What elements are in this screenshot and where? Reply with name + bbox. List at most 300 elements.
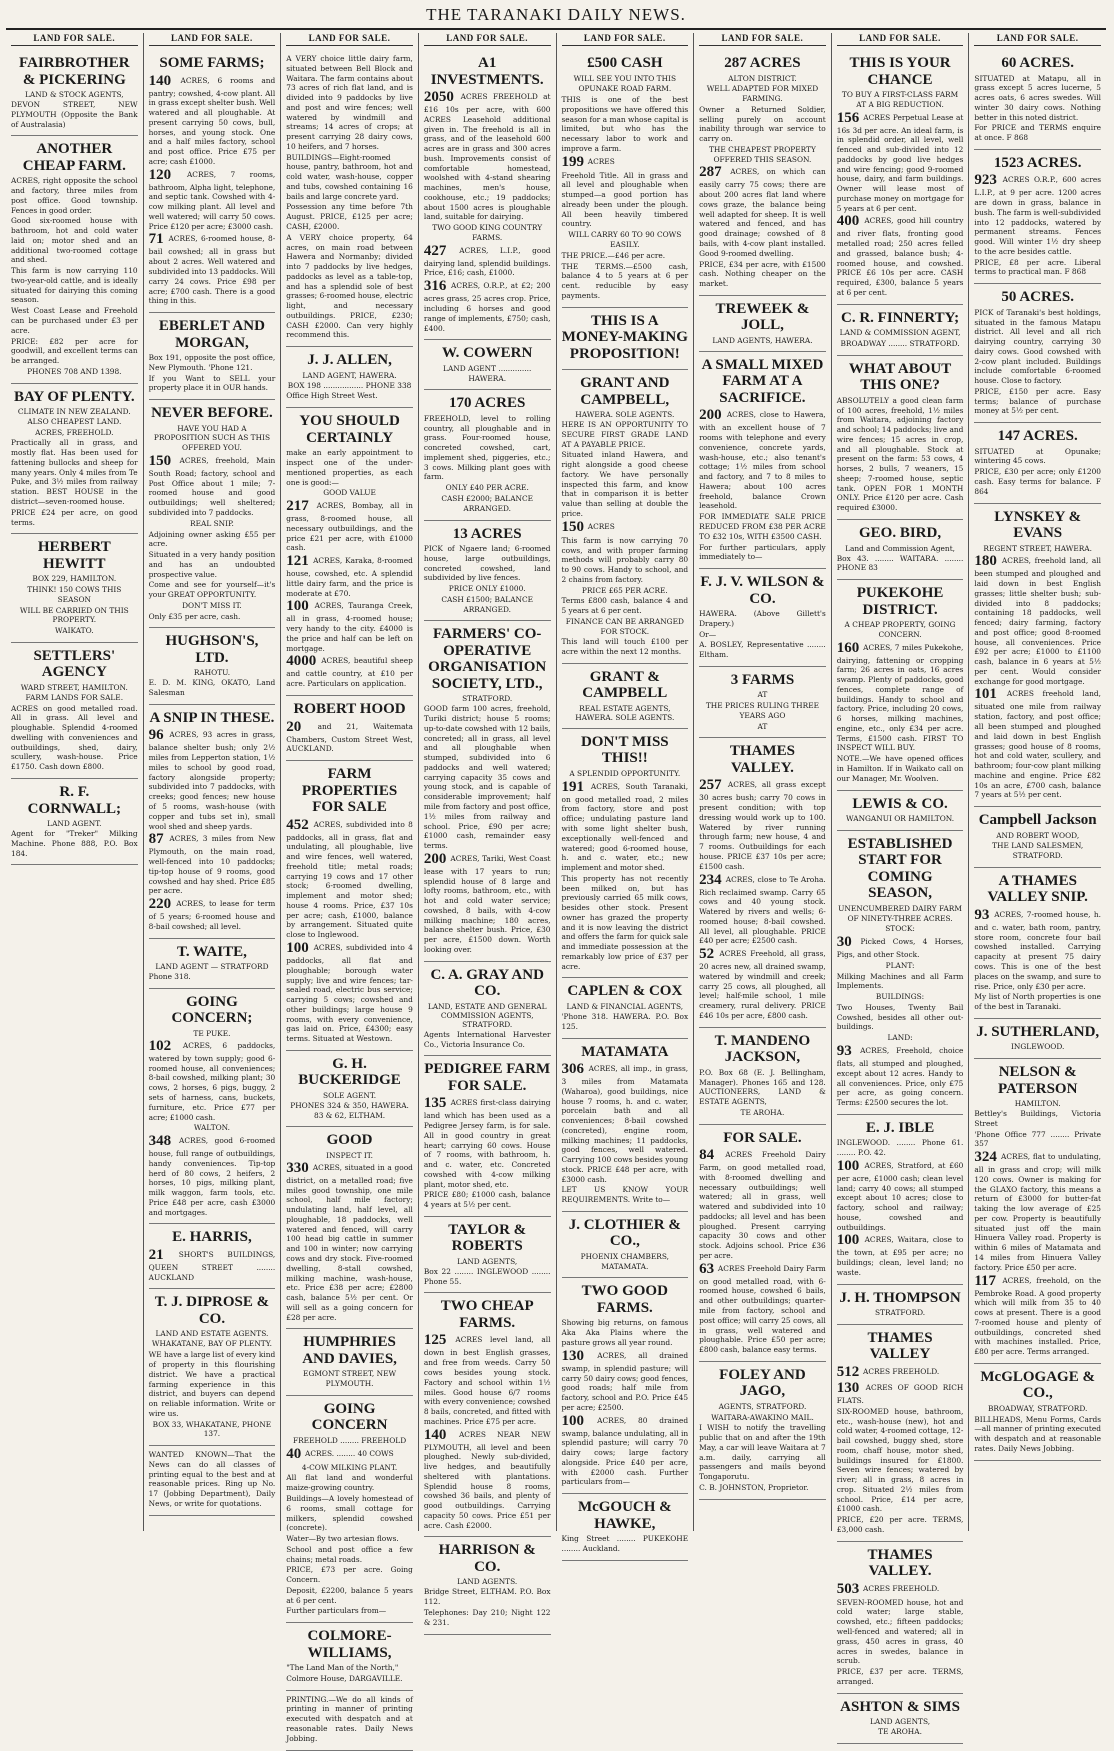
advertisement [286,1329,413,1396]
ad-paragraph: 21 SHORT'S BUILDINGS, QUEEN STREET ........ AUCKLAND [148,1246,276,1282]
ad-paragraph: Further particulars from— [286,1606,387,1616]
ad-subhead: LAND AGENTS, HAWERA. [712,335,813,345]
ad-acreage-figure: 117 [974,1272,1003,1289]
ad-paragraph: 400 ACRES, good hill country and river flats, fronting good metalled road; 250 acres felled and grassed, balance bush; 4-roomed house, and cowshed. PRICE £6 10s per acre. CASH required, £300, balance 5 years at 6 per cent. [836,213,964,298]
ad-subhead: TE PUKE. [193,1028,231,1038]
ad-acreage-figure: 130 [561,1347,598,1364]
advertisement [699,569,826,667]
ad-paragraph: PRICE, £34 per acre, with £1500 cash. Nothing cheaper on the market. [699,259,826,289]
ad-paragraph: 125 ACRES level land, all down in best English grasses, and free from weeds. Carry 50 cows besides young stock. Factory and school within 1½ miles. Good house 6/7 rooms with every convenience; cowshed 8 bails, concreted, and fitted with machines. Price £75 per acre. [423,1332,551,1426]
ad-paragraph: PHOENIX CHAMBERS, MATAMATA. [580,1251,670,1271]
ad-paragraph: FREEHOLD, level to rolling country, all ploughable and in grass. Four-roomed house, concreted cowshed, cart, implement shed, piggeries, etc.; 3 cows. Milking plant goes with farm. [423,413,551,482]
advertisement [562,978,689,1038]
ad-paragraph: Situated inland Hawera, and right alongside a good cheese factory. We have personally inspected this farm, and know that in comparison it is better value than selling at double the price. [561,450,689,518]
advertisement [974,423,1101,503]
advertisement [286,761,413,1051]
ad-paragraph: DEVON STREET, NEW PLYMOUTH (Opposite the Bank of Australasia) [11,100,138,129]
ad-acreage-figure: 100 [286,598,315,615]
ad-subhead: LAND AGENT. [47,819,102,829]
ad-headline: ANOTHER CHEAP FARM. [22,141,126,174]
ad-paragraph: 100 ACRES, Waitara, close to the town, at £95 per acre; no buildings; clean, level land; no waste. [836,1232,964,1277]
ad-headline: £500 CASH [587,55,663,71]
advertisement [286,1396,413,1623]
ad-paragraph: 180 ACRES, freehold land, all been stumped and ploughed and laid down in best English grasses; little shelter bush; sub-divided into 8 paddocks; containing 18 paddocks, well fenced; dairy farming, factory and post office; good 8-roomed house, all conveniences. Price £92 per acre; £1000 to £1100 cash, balance in 6 years at 5½ per cent. Would consider exchange for good mortgage. [974,553,1102,686]
ad-paragraph: 120 ACRES, 7 rooms, bathroom, Alpha light, telephone, and septic tank. Cowshed with 4-cow milking plant. All level and well watered; will carry 50 cows. Price £120 per acre; £3000 cash. [148,166,276,231]
advertisement [424,50,551,340]
ad-paragraph: All flat land and wonderful maize-growing country. [286,1473,413,1493]
ad-acreage-figure: 2050 [423,89,461,105]
ad-acreage-figure: 100 [836,1157,865,1174]
ad-paragraph: REAL SNIP. [190,518,234,528]
advertisement [424,1293,551,1537]
ad-headline: HUGHSON'S, LTD. [165,633,259,666]
ad-headline: HARRISON & CO. [438,1542,536,1575]
ad-headline: ESTABLISHED START FOR COMING SEASON, [847,835,953,902]
ad-subhead: LAND AGENT, HAWERA. [302,370,397,380]
ad-paragraph: A. BOSLEY, Representative ........ Eltham. [699,640,826,660]
advertisement [699,1028,826,1125]
ad-paragraph: Practically all in grass, and mostly flat. Has been used for fattening bullocks and sheep for many years. Only 4 miles from Te Puke, and 3½ miles from railway station. BEST HOUSE in the district—seven-roomed house. [11,438,138,506]
ad-headline: HERBERT HEWITT [37,539,111,572]
advertisement [699,50,826,296]
ad-acreage-figure: 21 [148,1246,179,1263]
ad-paragraph: REGENT STREET, HAWERA. [983,543,1092,553]
ad-headline: 147 ACRES. [997,428,1078,445]
ad-paragraph: STOCK: [885,924,915,934]
ad-subhead: LAND & FINANCIAL AGENTS, [566,1001,684,1011]
advertisement [562,1212,689,1279]
ad-paragraph: Bettley's Buildings, Victoria Street [974,1109,1101,1128]
ad-paragraph: 100 ACRES, Tauranga Creek, all in grass, 4-roomed house; very handy to the city. £4000 is the price and half can be left on mortgage. [286,598,413,653]
ad-headline: 287 ACRES [724,55,801,71]
ad-paragraph: If you Want to SELL your property place it in OUR hands. [148,373,276,393]
ad-paragraph: WANTED KNOWN—That the News can do all classes of printing equal to the best and at reasonable prices. Ring up No. 17 (Jobbing Department), Daily News, or write for quotations. [148,1450,276,1508]
advertisement [974,1059,1101,1364]
ad-paragraph: Owner a Returned Soldier, selling purely on account inability through war service to carry on. [699,104,826,144]
ad-paragraph: THINK! 150 COWS THIS SEASON [27,585,122,604]
ad-paragraph: 117 ACRES, freehold, on the Pembroke Road. A good property which will milk from 35 to 40 cows at present. There is a good 7-roomed house and plenty of outbuildings, concreted shed with machines installed. Price, £80 per acre. Terms arranged. [974,1272,1101,1357]
ad-paragraph: AND ROBERT WOOD, [996,830,1080,840]
ad-paragraph: SIX-ROOMED house, bathroom, etc., wash-house (new), hot and cold water, 4-roomed cottage, 12-bail cowshed, buggy shed, store room, chaff house, motor shed, buildings insured for £1800. Seven wire fences; watered by river; all in grass, 8 acres in crop. Situated 2½ miles from school. Price, £14 per acre, £1000 cash. [836,1406,964,1514]
advertisement [424,340,551,390]
ad-headline: THIS IS A MONEY-MAKING PROPOSITION! [561,312,688,362]
advertisement [974,868,1101,1019]
column-1 [6,33,144,1531]
ad-paragraph: TWO GOOD KING COUNTRY FARMS. [432,223,543,242]
ad-paragraph: HERE IS AN OPPORTUNITY TO SECURE FIRST GRADE LAND AT A PAYABLE PRICE. [561,420,689,449]
ad-paragraph: GOOD VALUE [323,488,376,498]
ad-headline: J. CLOTHIER & CO., [568,1216,681,1250]
ad-paragraph: PRICE, £37 per acre. TERMS, arranged. [836,1667,964,1686]
ad-acreage-figure: 93 [974,906,995,923]
ad-headline: 3 FARMS [730,671,795,688]
advertisement [837,520,964,580]
ad-headline: PEDIGREE FARM FOR SALE. [424,1061,551,1094]
ad-headline: TREWEEK & JOLL, [715,300,810,334]
advertisement [149,705,276,939]
advertisement [149,1289,276,1446]
ad-paragraph: Agents International Harvester Co., Victoria Insurance Co. [423,1029,551,1049]
ad-paragraph: 20 and 21, Waitemata Chambers, Custom Street West, AUCKLAND. [286,718,413,754]
ad-paragraph: BROADWAY, STRATFORD. [987,1403,1088,1413]
ad-headline: BAY OF PLENTY. [13,388,135,405]
ad-acreage-figure: 220 [148,896,177,913]
ad-paragraph: Colmore House, DARGAVILLE. [286,1673,403,1683]
ad-paragraph: 217 ACRES, Bombay, all in grass, 8-roomed house, all necessary outbuildings, and the price £21 per acre, with £1000 cash. [286,498,413,553]
ad-paragraph: PRICE, £8 per acre. Liberal terms to practical man. F 868 [974,257,1101,277]
ad-paragraph: This land will touch £100 per acre within the next 12 months. [561,637,689,657]
ad-paragraph: A SPLENDID OPPORTUNITY. [569,768,681,778]
ad-headline: 1523 ACRES. [993,154,1082,171]
advertisement [149,400,276,628]
ad-acreage-figure: 150 [148,452,180,469]
ad-headline: E. J. IBLE [865,1119,935,1136]
ad-paragraph: Telephones: Day 210; Night 122 & 231. [423,1608,551,1627]
advertisement [149,989,276,1224]
ad-headline: FOLEY AND JAGO, [719,1366,806,1400]
ad-headline: GRANT AND CAMPBELL, [580,375,670,408]
ad-paragraph: ONLY £40 PER ACRE. [445,483,529,493]
ad-headline: 13 ACRES [452,525,522,542]
advertisement [699,296,826,352]
advertisement [699,1125,826,1362]
ad-paragraph: AT [757,721,768,731]
ad-paragraph: PRICE ONLY £1000. [448,584,526,594]
ad-headline: G. H. BUCKERIDGE [298,1055,401,1089]
ad-paragraph: FREEHOLD ........ FREEHOLD [292,1435,407,1445]
ad-headline: A1 INVESTMENTS. [430,55,544,88]
ad-subhead: Land and Commission Agent, [845,543,956,553]
ad-paragraph: 427 ACRES, L.I.P., good dairying land, splendid buildings. Price, £16; cash, £1000. [423,242,551,278]
ad-acreage-figure: 217 [286,498,317,515]
ad-paragraph: TE AROHA. [878,1727,922,1737]
ad-acreage-figure: 160 [836,639,864,656]
ad-headline: C. A. GRAY AND CO. [430,966,544,1000]
advertisement [286,1127,413,1329]
advertisement [837,831,964,1115]
ad-paragraph: E. D. M. KING, OKATO, Land Salesman [148,678,276,698]
ad-paragraph: A VERY choice property, 64 acres, on main road between Hawera and Normanby; divided into 7 paddocks by live hedges, paddocks as level as a table-top, and has a splendid sole of best grasses; 6-roomed house, electric light, and necessary outbuildings. PRICE, £230; CASH £2000. Can very highly recommend this. [286,232,413,340]
advertisement [562,1494,689,1561]
column-heading: LAND FOR SALE. [562,33,689,46]
ad-paragraph: "The Land Man of the North," [286,1663,399,1673]
ad-headline: TWO CHEAP FARMS. [440,1298,534,1331]
ad-acreage-figure: 52 [699,946,720,963]
ad-paragraph: West Coast Lease and Freehold can be purchased under £3 per acre. [11,306,138,335]
ad-paragraph: 199 ACRES [561,153,615,170]
ad-paragraph: A VERY choice little dairy farm, situated between Bell Block and Waitara. The farm contains about 73 acres of rich flat land, and is divided into 9 paddocks by live and post and wire fences; well watered by windmill and streams; 14 acres of crops; at present carrying 28 dairy cows, 10 heifers, and 7 horses. [286,54,413,151]
ad-paragraph: HAVE YOU HAD A PROPOSITION SUCH AS THIS OFFERED YOU. [153,423,271,453]
ad-paragraph: PRICE, £20 per acre. TERMS, £3,000 cash. [836,1515,964,1534]
ad-paragraph: 130 ACRES, all drained swamp, in splendid pasture; will carry 50 dairy cows; good fences, good roads; half mile from factory, school and P.O. Price £45 per acre; £2500. [561,1347,689,1412]
ad-paragraph: 71 ACRES, 6-roomed house, 8-bail cowshed; all in grass but about 2 acres. Well watered and subdivided into 13 paddocks. Will carry 24 cows. Price £98 per acre; £700 cash. There is a good thing in this. [148,231,276,306]
advertisement [562,1039,689,1212]
advertisement [974,807,1101,868]
advertisement [424,962,551,1057]
ad-paragraph: GOOD farm 100 acres, freehold, Turiki district; house 5 rooms; up-to-date cowshed with 12 bails, concreted; all in grass, all level and all ploughable when stumped, subdivided into 6 paddocks and well watered; carrying capacity 35 cows and young stock, and is capable of considerable improvement; half mile from factory and post office, 1½ miles from railway and school. Price, £90 per acre; £1000 cash, remainder easy terms. [423,704,551,851]
ad-headline: DON'T MISS THIS!! [580,733,669,767]
ad-paragraph: King Street ........ PUKEKOHE ........ Auckland. [561,1534,689,1553]
column-heading: LAND FOR SALE. [837,33,964,46]
advertisement [837,1325,964,1542]
advertisement [11,136,138,383]
ad-paragraph: 220 ACRES, to lease for term of 5 years; 6-roomed house and 8-bail cowshed; all level. [148,896,276,931]
ad-paragraph: Bridge Street, ELTHAM. P.O. Box 112. [423,1587,551,1607]
ad-paragraph: AGENTS, STRATFORD. [718,1401,807,1411]
ad-acreage-figure: 20 [286,718,318,735]
ad-paragraph: Come and see for yourself—it's your GREAT OPPORTUNITY. [148,580,276,600]
ad-acreage-figure: 512 [836,1363,863,1380]
ad-paragraph: PHONES 324 & 350, HAWERA. 83 & 62, ELTHAM. [290,1100,409,1120]
ad-paragraph: Situated in a very handy position and has an undoubted prospective value. [148,550,276,579]
ad-subhead: LAND AGENTS. [457,1577,518,1587]
ad-paragraph: 160 ACRES, 7 miles Pukekohe, dairying, fattening or cropping farm; 26 acres in oats, 16 acres swamp. Plenty of paddocks, good fences, complete range of buildings. Handy to school and factory. Price, including 20 cows, 6 horses, milking machines, engine, etc., only £34 per acre. Terms, £1500 cash. FIRST TO INSPECT WILL BUY. [836,639,964,753]
column-heading: LAND FOR SALE. [699,33,826,46]
ad-headline: GOOD [326,1132,373,1149]
ad-paragraph: ABSOLUTELY a good clean farm of 100 acres, freehold, 1½ miles from Waitara, adjoining factory and school; 14 paddocks; live and wire fences; 15 acres in crop, and all ploughable. Stock at present on the farm: 53 cows, 4 horses, 2 bulls, 7 weaners, 15 sheep; 7-roomed house, septic tank. OPEN FOR 1 MONTH ONLY. Price £120 per acre. Cash required £3000. [836,395,964,513]
ad-headline: TAYLOR & ROBERTS [448,1221,527,1255]
ad-headline: PUKEKOHE DISTRICT. [856,585,944,618]
ad-headline: A THAMES VALLEY SNIP. [987,872,1088,906]
ad-paragraph: ACRES, FREEHOLD. [35,427,114,437]
ad-acreage-figure: 503 [836,1580,863,1597]
advertisement [837,791,964,831]
ad-paragraph: WILL SEE YOU INTO THIS [573,73,677,83]
advertisement [837,1285,964,1325]
ad-paragraph: This farm is now carrying 70 cows, and with proper farming methods will probably carry 80 to 90 cows. Handy to school, and 2 chains from factory. [561,535,689,584]
ad-paragraph: PRICE £65 PER ACRE. [581,585,668,595]
ad-acreage-figure: 324 [974,1149,1002,1166]
ad-headline: 60 ACRES. [1001,55,1074,71]
ad-headline: A SNIP IN THESE. [149,709,275,726]
column-8 [969,33,1106,1531]
ad-paragraph: 257 ACRES, all grass except 30 acres bush; carry 70 cows in present condition; with top dressing would work up to 100. Watered by river running through farm; new house, 4 and 7 rooms. Outbuildings for each house. PRICE £37 10s per acre; £1500 cash. [699,777,826,871]
ad-paragraph: My list of North properties is one of the best in Taranaki. [974,992,1101,1012]
ad-headline: THAMES VALLEY. [867,1546,933,1580]
advertisement [974,504,1101,808]
ad-paragraph: Only £35 per acre, cash. [148,611,241,621]
advertisement [11,643,138,779]
advertisement [974,1364,1101,1461]
advertisement [424,621,551,961]
ad-paragraph: PRICE £80; £1000 cash, balance 4 years at 5½ per cent. [423,1190,551,1210]
column-heading: LAND FOR SALE. [286,33,413,46]
ad-paragraph: PRICE, £30 per acre; only £1200 cash. Easy terms for balance. F 864 [974,467,1101,496]
ad-paragraph: 'Phone 318. HAWERA. P.O. Box 125. [561,1011,689,1031]
column-7 [832,33,970,1737]
ad-paragraph: 150 ACRES [561,518,615,535]
ad-acreage-figure: 234 [699,871,726,888]
column-heading: LAND FOR SALE. [149,33,276,46]
ad-acreage-figure: 102 [148,1037,183,1054]
advertisement [286,696,413,761]
advertisement [699,738,826,1027]
ad-headline: SETTLERS' AGENCY [33,647,116,681]
ad-paragraph: THE CHEAPEST PROPERTY OFFERED THIS SEASON. [709,144,816,164]
ad-paragraph: EGMONT STREET, NEW PLYMOUTH. [303,1369,397,1389]
ad-paragraph: 100 ACRES, subdivided into 4 paddocks, all flat and ploughable; borough water supply; live and wire fences; tar-sealed road, electric bus service; carrying 5 cows; cowshed and other buildings; large house 9 rooms, with every convenience, gas laid on. Price, £4300; easy terms. Situated at Westown. [286,939,413,1044]
ad-paragraph: CLIMATE IN NEW ZEALAND. ALSO CHEAPEST LAND. [17,407,131,426]
advertisement [837,1694,964,1744]
ad-subhead: WARD STREET, HAMILTON. [20,682,128,692]
ad-acreage-figure: 923 [974,172,1003,189]
ad-acreage-figure: 452 [286,816,314,833]
ad-acreage-figure: 316 [423,278,452,295]
ad-subhead: HAMILTON. [1014,1099,1061,1109]
ad-acreage-figure: 330 [286,1159,313,1176]
ad-acreage-figure: 257 [699,777,728,794]
ad-paragraph: BUILDINGS: [875,992,925,1002]
ad-subhead: INSPECT IT. [326,1150,373,1160]
ad-paragraph: WHAKATANE, BAY OF PLENTY. [151,1339,272,1349]
ad-paragraph: FARM LANDS FOR SALE. [25,692,124,702]
ad-acreage-figure: 427 [423,242,460,259]
ad-headline: WHAT ABOUT THIS ONE? [848,360,952,394]
advertisement [424,390,551,520]
ad-headline: YOU SHOULD CERTAINLY [299,413,400,446]
ad-paragraph: BUILDINGS—Eight-roomed house, pantry, bathroom, hot and cold water, wash-house, copper and tubs, cowshed containing 16 bails and large concrete yard. [286,152,413,201]
advertisement [286,1691,413,1751]
advertisement [974,284,1101,423]
ad-paragraph: CASH £1500; BALANCE ARRANGED. [441,594,534,614]
ad-paragraph: 330 ACRES, situated in a good district, on a metalled road; five miles good township, one mile school, half mile factory; undulating land, half level, all ploughable, 18 paddocks, well watered and fenced, will carry 100 head big cattle in summer and 100 in winter; now carrying cows and dry stock. Five-roomed dwelling, 8-stall cowshed, milking machine, wash-house, etc. Price £38 per acre; £2800 cash, balance 5½ per cent. Or will sell as a going concern for £28 per acre. [286,1159,413,1322]
ad-acreage-figure: 180 [974,553,1002,570]
ad-paragraph: BROADWAY ........ STRATFORD. [840,339,960,349]
ad-paragraph: PRICE, £150 per acre. Easy terms; balance of purchase money at 5½ per cent. [974,386,1101,416]
advertisement [562,1278,689,1494]
ad-acreage-figure: 100 [836,1232,865,1249]
advertisement [286,408,413,696]
ad-paragraph: WAIKATO. [55,626,94,636]
ad-paragraph: Possession any time before 7th August. PRICE, £125 per acre; CASH, £2000. [286,202,413,232]
ad-paragraph: 100 ACRES, 80 drained swamp, balance undulating, all in splendid pasture; will carry 70 dairy cows; large factory alongside. Price £40 per acre, with £2000 cash. Further particulars from— [561,1412,689,1487]
ad-acreage-figure: 306 [561,1061,589,1077]
ad-paragraph: BOX 198 ................. PHONE 338 [287,380,412,390]
ad-headline: W. COWERN [442,345,533,362]
ad-subhead: REAL ESTATE AGENTS, HAWERA. SOLE AGENTS. [575,703,675,722]
advertisement [562,729,689,979]
ad-paragraph: 102 ACRES, 6 paddocks, watered by town supply; good 6-roomed house, all conveniences; 8-bail cowshed, milking plant; 30 cows, 2 horses, 6 pigs, buggy, 2 sets of harness, cans, buckets, furniture, etc. Price £77 per acre; £1000 cash. [148,1037,276,1122]
ad-headline: THAMES VALLEY. [729,743,795,776]
advertisement [699,1362,826,1500]
ad-acreage-figure: 156 [836,109,864,126]
ad-headline: GOING CONCERN [311,1400,388,1434]
ad-subhead: LAND & STOCK AGENTS, [24,90,124,99]
ad-paragraph: 4-COW MILKING PLANT. [301,1462,398,1472]
ad-acreage-figure: 4000 [286,653,322,670]
ad-paragraph: OPUNAKE ROAD FARM. [578,84,672,94]
ad-paragraph: 2050 ACRES FREEHOLD at £16 10s per acre, with 600 ACRES Leasehold additional given in. The freehold is all in grass, and of the leasehold 600 acres are in grass and 300 acres bush. Improvements consist of comfortable homestead, woolshed with 4-stand shearing machines, men's house, cookhouse, etc.; 19 paddocks; about 1500 acres is ploughable land, suitable for dairying. [423,89,551,222]
ad-paragraph: UNENCUMBERED DAIRY FARM OF NINETY-THREE ACRES. [838,903,962,923]
ad-paragraph: STRATFORD. [874,1308,926,1318]
ad-paragraph: 121 ACRES, Karaka, 8-roomed house, cowshed, etc. A splendid little dairy farm, and the price is moderate at £70. [286,553,413,598]
ad-paragraph: School and post office a few chains; metal roads. [286,1544,413,1564]
ad-acreage-figure: 87 [148,831,170,848]
ad-subhead: LAND AGENTS, [869,1717,931,1727]
ad-paragraph: LAND AGENT .............. HAWERA. [443,363,532,383]
advertisement [424,521,551,622]
ad-headline: NELSON & PATERSON [997,1064,1078,1097]
ad-paragraph: THE PRICE.—£46 per acre. [561,250,666,260]
ad-paragraph: Box 43. ........ WAITARA. ........ PHONE 83 [836,553,964,573]
advertisement [562,370,689,664]
ad-paragraph: For further particulars, apply immediately to— [699,542,826,562]
ad-paragraph: 316 ACRES, O.R.P., at £2; 200 acres grass, 25 acres crop. Price, including 6 horses and good range of implements, £750; cash, £400. [423,278,551,333]
ad-paragraph: 150 ACRES, freehold, Main South Road; factory, school and Post Office about 1 mile; 7-roomed house and good outbuildings; well sheltered; subdivided into 7 paddocks. [148,452,276,517]
ad-paragraph: WAITARA-AWAKINO MAIL. [711,1412,814,1422]
ad-headline: J. SUTHERLAND, [976,1023,1100,1040]
ad-headline: COLMORE-WILLIAMS, [307,1628,392,1661]
ad-acreage-figure: 84 [699,1147,726,1164]
column-heading: LAND FOR SALE. [11,33,138,46]
advertisement [286,1623,413,1691]
ad-acreage-figure: 125 [423,1332,456,1349]
ad-subhead: LAND AND ESTATE AGENTS. [155,1329,269,1339]
ad-paragraph: 503 ACRES FREEHOLD. [836,1580,940,1597]
ad-paragraph: Deposit, £2200, balance 5 years at 6 per cent. [286,1585,413,1605]
ad-paragraph: Milking Machines and all Farm Implements. [836,971,964,991]
ad-acreage-figure: 135 [423,1095,451,1112]
ad-acreage-figure: 63 [699,1260,718,1277]
ad-paragraph: 200 ACRES, close to Hawera, with an excellent house of 7 rooms with telephone and every convenience, concrete yards, wash-house, etc.; also tenant's cottage; 1½ miles from school and factory, and 7 to 8 miles to Hawera; about 100 acres freehold, balance Crown leasehold. [699,407,826,511]
ad-paragraph: 40 ACRES. ........ 40 COWS [286,1445,394,1462]
ad-acreage-figure: 121 [286,553,314,570]
ad-paragraph: 96 ACRES, 93 acres in grass, balance shelter bush; only 2½ miles from Lepperton station, 1½ miles to school by good road, factory alongside property; subdivided into 7 paddocks, with creeks; good fences; new house of 5 rooms, wash-house (with copper and tubs set in), small wool shed and sheep yards. [148,727,276,831]
advertisement [286,50,413,347]
advertisement [837,356,964,520]
ad-paragraph: FINANCE CAN BE ARRANGED FOR STOCK. [565,616,684,636]
ad-paragraph: P.O. Box 68 (E. J. Bellingham, Manager). Phones 165 and 128. AUCTIONEERS, LAND & ESTATE AGENTS, [699,1067,826,1107]
ad-paragraph: WANGANUI OR HAMILTON. [846,814,955,824]
column-5 [557,33,695,1553]
ad-paragraph: 324 ACRES, flat to undulating, all in grass and crop; will milk 120 cows. Owner is making for the GLAXO factory, this means a return of £3000 for butter-fat taking the low average of £25 per cow. Property is beautifully situated just off the main Hinuera Valley road. Property is within 6 miles of Matamata and 14 miles from Hinuera Valley factory. Price £50 per acre. [974,1149,1102,1272]
ad-paragraph: 93 ACRES, 7-roomed house, h. and c. water, bath room, pantry, store room, concrete four bail cowshed installed. Carrying capacity at present 75 dairy cows. This is one of the best places on the swamp, and sure to rise. Price, only £30 per acre. [974,906,1101,991]
ad-headline: FARM PROPERTIES FOR SALE [301,766,398,816]
ad-headline: GEO. BIRD, [859,525,942,541]
ad-paragraph: WILL CARRY 60 TO 90 COWS EASILY. [568,230,682,249]
advertisement [149,1446,276,1516]
ad-paragraph: WALTON. [193,1123,231,1133]
ad-paragraph: 63 ACRES Freehold Dairy Farm on good metalled road, with 6-roomed house, cowshed 6 bails, and other outbuildings; quarter-mile from factory, school and post office; will carry 25 cows, all in grass, well watered and ploughable. Price £50 per acre; £800 cash, balance easy terms. [699,1260,826,1355]
ad-acreage-figure: 200 [699,407,727,424]
ad-paragraph: WE have a large list of every kind of property in this flourishing district. We have a practical farming experience in this district, and buyers can depend on reliable information. Write or wire us. [148,1350,276,1418]
ad-paragraph: Buildings—A lovely homestead of 6 rooms, small cottage for milkers, splendid cowshed (concrete). [286,1493,413,1533]
advertisement [424,1537,551,1634]
ad-paragraph: THE LAND SALESMEN, STRATFORD. [992,841,1084,861]
ad-paragraph: Adjoining owner asking £55 per acre. [148,529,276,549]
ad-headline: CAPLEN & COX [567,983,683,1000]
ad-headline: TWO GOOD FARMS. [581,1283,668,1316]
ad-headline: 170 ACRES [449,395,526,412]
ad-acreage-figure: 191 [561,778,591,795]
columns-container [6,33,1106,1743]
ad-paragraph: PICK of Ngaere land; 6-roomed house, large outbuildings, concreted cowshed, land subdivided by live fences. [423,544,551,583]
advertisement [699,667,826,739]
ad-headline: T. WAITE, [176,943,247,960]
advertisement [149,50,276,313]
ad-headline: F. J. V. WILSON & CO. [700,574,825,607]
advertisement [562,664,689,729]
ad-headline: Campbell Jackson [978,812,1097,829]
ad-paragraph: 191 ACRES, South Taranaki, on good metalled road, 2 miles from factory, store and post office; undulating pasture land with some light shelter bush, exceptionally well-fenced and watered; good 6-roomed house, h. and c. water, etc.; new implement and motor shed. [561,778,689,873]
ad-acreage-figure: 40 [286,1445,305,1462]
ad-acreage-figure: 150 [561,518,588,535]
advertisement [286,1051,413,1128]
ad-paragraph: This property has not recently been milked on, but has previously carried 65 milk cows, besides other stock. Present owner has grazed the property and it is now leaving the district and offers the farm for quick sale and immediate possession at the remarkably low price of £37 per acre. [561,873,689,971]
ad-paragraph: PHONES 708 AND 1398. [27,366,122,376]
ad-paragraph: BILLHEADS, Menu Forms, Cards—all manner of printing executed with despatch and at reasonable rates. Daily News Jobbing. [974,1414,1101,1453]
ad-paragraph: INGLEWOOD. ........ Phone 61. ........ P.O. 42. [836,1138,964,1158]
